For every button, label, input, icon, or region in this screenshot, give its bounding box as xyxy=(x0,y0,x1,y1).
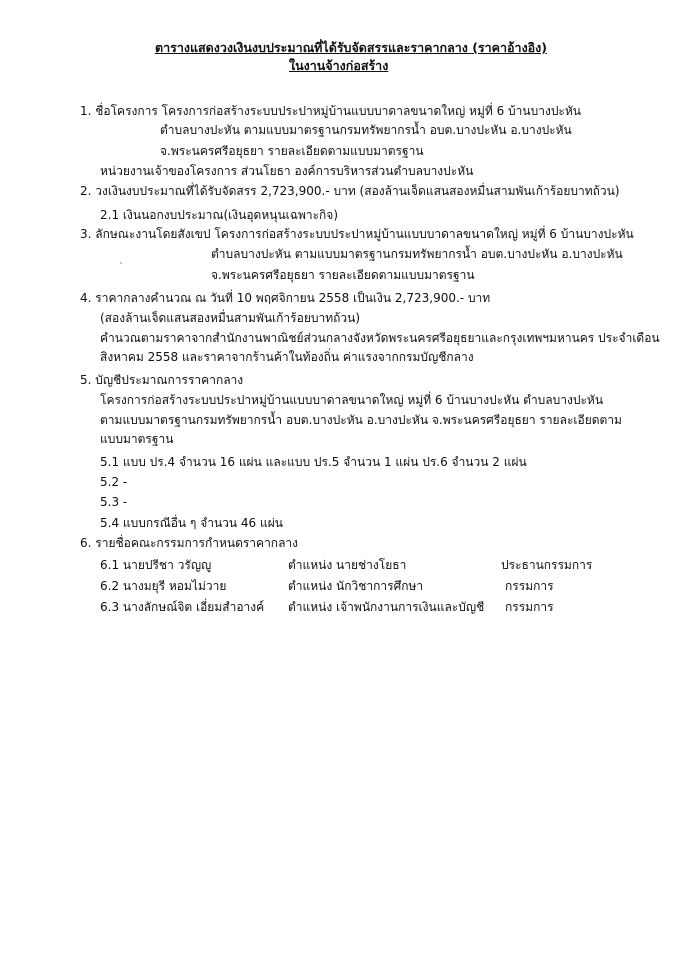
member-role: กรรมการ xyxy=(505,579,554,593)
committee-member-row xyxy=(0,557,699,573)
document-title: ตารางแสดงวงเงินงบประมาณที่ได้รับจัดสรรและราคากลาง (ราคาอ้างอิง) xyxy=(155,40,547,55)
section-1-owner-agency: หน่วยงานเจ้าของโครงการ ส่วนโยธา องค์การบริหารส่วนตำบลบางปะหัน xyxy=(100,164,474,178)
section-2-budget: 2. วงเงินงบประมาณที่ได้รับจัดสรร 2,723,900.- บาท (สองล้านเจ็ดแสนสองหมื่นสามพันเก้าร้อยบาทถ้วน) xyxy=(80,184,620,198)
section-5-3: 5.3 - xyxy=(100,495,128,509)
member-position: ตำแหน่ง นายช่างโยธา xyxy=(288,558,407,572)
section-3-line-2: ตำบลบางปะหัน ตามแบบมาตรฐานกรมทรัพยากรน้ำ อบต.บางปะหัน อ.บางปะหัน xyxy=(211,247,623,261)
section-1-line-3: จ.พระนครศรีอยุธยา รายละเอียดตามแบบมาตรฐาน xyxy=(160,144,424,158)
committee-member-row xyxy=(0,599,699,615)
member-position: ตำแหน่ง เจ้าพนักงานการเงินและบัญชี xyxy=(288,600,485,614)
section-4-line-4: สิงหาคม 2558 และราคาจากร้านค้าในท้องถิ่น ค่าแรงจากกรมบัญชีกลาง xyxy=(100,350,474,364)
section-5-line-3: ตามแบบมาตรฐานกรมทรัพยากรน้ำ อบต.บางปะหัน อ.บางปะหัน จ.พระนครศรีอยุธยา รายละเอียดตาม xyxy=(100,413,622,427)
member-role: ประธานกรรมการ xyxy=(501,558,593,572)
section-3-work-description: 3. ลักษณะงานโดยสังเขป โครงการก่อสร้างระบบประปาหมู่บ้านแบบบาดาลขนาดใหญ่ หมู่ที่ 6 บ้านบางปะหัน xyxy=(80,227,634,241)
member-role: กรรมการ xyxy=(505,600,554,614)
section-5-1-forms: 5.1 แบบ ปร.4 จำนวน 16 แผ่น และแบบ ปร.5 จำนวน 1 แผ่น ปร.6 จำนวน 2 แผ่น xyxy=(100,455,527,469)
section-5-heading: 5. บัญชีประมาณการราคากลาง xyxy=(80,373,244,387)
section-5-2: 5.2 - xyxy=(100,475,128,489)
section-2-1-external-budget: 2.1 เงินนอกงบประมาณ(เงินอุดหนุนเฉพาะกิจ) xyxy=(100,208,339,222)
section-5-line-4: แบบมาตรฐาน xyxy=(100,432,174,446)
section-1-project-name: 1. ชื่อโครงการ โครงการก่อสร้างระบบประปาหมู่บ้านแบบบาดาลขนาดใหญ่ หมู่ที่ 6 บ้านบางปะหัน xyxy=(80,104,581,118)
section-4-reference-price: 4. ราคากลางคำนวณ ณ วันที่ 10 พฤศจิกายน 2558 เป็นเงิน 2,723,900.- บาท xyxy=(80,291,491,305)
section-6-heading: 6. รายชื่อคณะกรรมการกำหนดราคากลาง xyxy=(80,536,299,550)
section-1-line-2: ตำบลบางปะหัน ตามแบบมาตรฐานกรมทรัพยากรน้ำ อบต.บางปะหัน อ.บางปะหัน xyxy=(160,123,572,137)
section-4-amount-in-words: (สองล้านเจ็ดแสนสองหมื่นสามพันเก้าร้อยบาทถ้วน) xyxy=(100,311,360,325)
document-subtitle: ในงานจ้างก่อสร้าง xyxy=(289,58,389,73)
scan-speck xyxy=(120,262,122,264)
member-name: 6.1 นายปรีชา วรัญญู xyxy=(100,558,212,572)
committee-member-row xyxy=(0,578,699,594)
section-5-4-other-forms: 5.4 แบบกรณีอื่น ๆ จำนวน 46 แผ่น xyxy=(100,516,283,530)
section-3-line-3: จ.พระนครศรีอยุธยา รายละเอียดตามแบบมาตรฐาน xyxy=(211,268,475,282)
member-name: 6.2 นางมยุรี หอมไม่วาย xyxy=(100,579,227,593)
member-name: 6.3 นางลักษณ์จิต เอี่ยมสำอางค์ xyxy=(100,600,265,614)
section-5-line-2: โครงการก่อสร้างระบบประปาหมู่บ้านแบบบาดาลขนาดใหญ่ หมู่ที่ 6 บ้านบางปะหัน ตำบลบางปะหัน xyxy=(100,393,604,407)
section-4-calculation-basis: คำนวณตามราคาจากสำนักงานพาณิชย์ส่วนกลางจังหวัดพระนครศรีอยุธยาและกรุงเทพฯมหานคร ประจำเดือน xyxy=(100,331,660,345)
member-position: ตำแหน่ง นักวิชาการศึกษา xyxy=(288,579,424,593)
